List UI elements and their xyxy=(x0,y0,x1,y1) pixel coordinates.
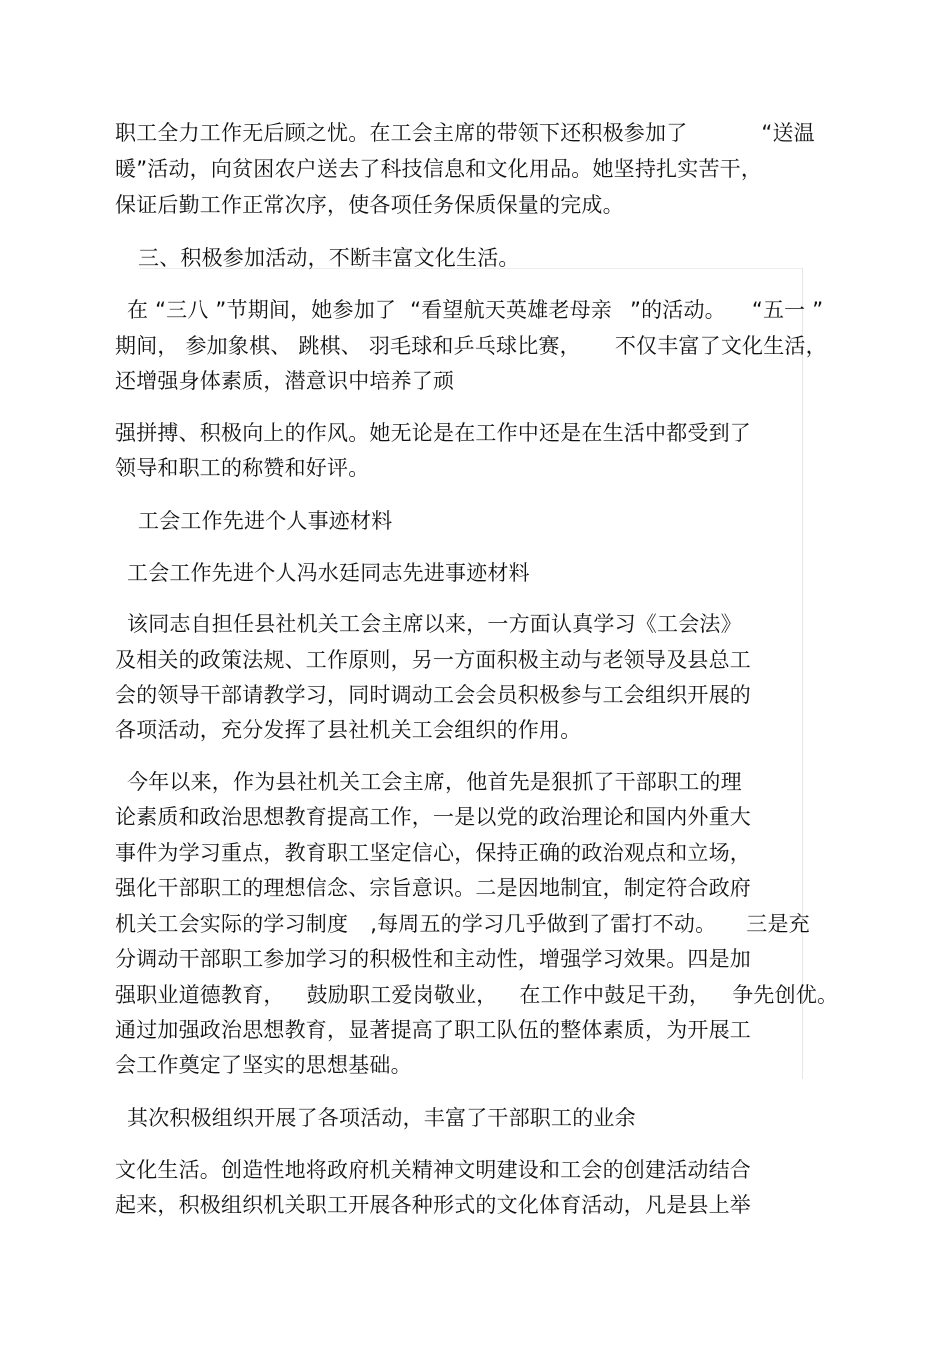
text-line: 事件为学习重点，教育职工坚定信心，保持正确的政治观点和立场， xyxy=(115,841,751,865)
text-line: 暖”活动，向贫困农户送去了科技信息和文化用品。她坚持扎实苦干， xyxy=(115,157,763,181)
text-line: 文化生活。创造性地将政府机关精神文明建设和工会的创建活动结合 xyxy=(115,1158,751,1182)
text-line: 今年以来，作为县社机关工会主席，他首先是狠抓了干部职工的理 xyxy=(127,770,742,794)
text-line: 强拼搏、积极向上的作风。她无论是在工作中还是在生活中都受到了 xyxy=(115,421,751,445)
text-line: 会工作奠定了坚实的思想基础。 xyxy=(115,1053,412,1077)
text-line: 在 “三八 ”节期间，她参加了 “看望航天英雄老母亲 ”的活动。 “五一 ” xyxy=(127,298,824,322)
text-line: 论素质和政治思想教育提高工作，一是以党的政治理论和国内外重大 xyxy=(115,805,751,829)
text-line: 领导和职工的称赞和好评。 xyxy=(115,456,370,480)
text-line: 分调动干部职工参加学习的积极性和主动性，增强学习效果。四是加 xyxy=(115,947,751,971)
text-line: 期间， 参加象棋、 跳棋、 羽毛球和乒乓球比赛， 不仅丰富了文化生活， xyxy=(115,334,827,358)
text-line: 机关工会实际的学习制度 ,每周五的学习几乎做到了雷打不动。 三是充 xyxy=(115,912,810,936)
section-title: 工会工作先进个人事迹材料 xyxy=(138,509,393,533)
text-line: 该同志自担任县社机关工会主席以来，一方面认真学习《工会法》 xyxy=(127,612,742,636)
text-line: 会的领导干部请教学习，同时调动工会会员积极参与工会组织开展的 xyxy=(115,683,751,707)
text-line: 其次积极组织开展了各项活动，丰富了干部职工的业余 xyxy=(127,1106,636,1130)
text-line: 通过加强政治思想教育，显著提高了职工队伍的整体素质，为开展工 xyxy=(115,1018,751,1042)
text-line: 职工全力工作无后顾之忧。在工会主席的带领下还积极参加了 “送温 xyxy=(115,121,815,145)
text-line: 保证后勤工作正常次序，使各项任务保质保量的完成。 xyxy=(115,193,624,217)
section-title: 工会工作先进个人冯水廷同志先进事迹材料 xyxy=(127,561,530,585)
text-line: 及相关的政策法规、工作原则，另一方面积极主动与老领导及县总工 xyxy=(115,648,751,672)
text-line: 各项活动，充分发挥了县社机关工会组织的作用。 xyxy=(115,718,582,742)
text-line: 起来，积极组织机关职工开展各种形式的文化体育活动，凡是县上举 xyxy=(115,1193,751,1217)
text-line: 还增强身体素质，潜意识中培养了顽 xyxy=(115,369,455,393)
text-line: 强职业道德教育， 鼓励职工爱岗敬业， 在工作中鼓足干劲， 争先创优。 xyxy=(115,983,839,1007)
text-line: 强化干部职工的理想信念、宗旨意识。二是因地制宜，制定符合政府 xyxy=(115,876,751,900)
section-heading: 三、积极参加活动，不断丰富文化生活。 xyxy=(138,246,520,270)
